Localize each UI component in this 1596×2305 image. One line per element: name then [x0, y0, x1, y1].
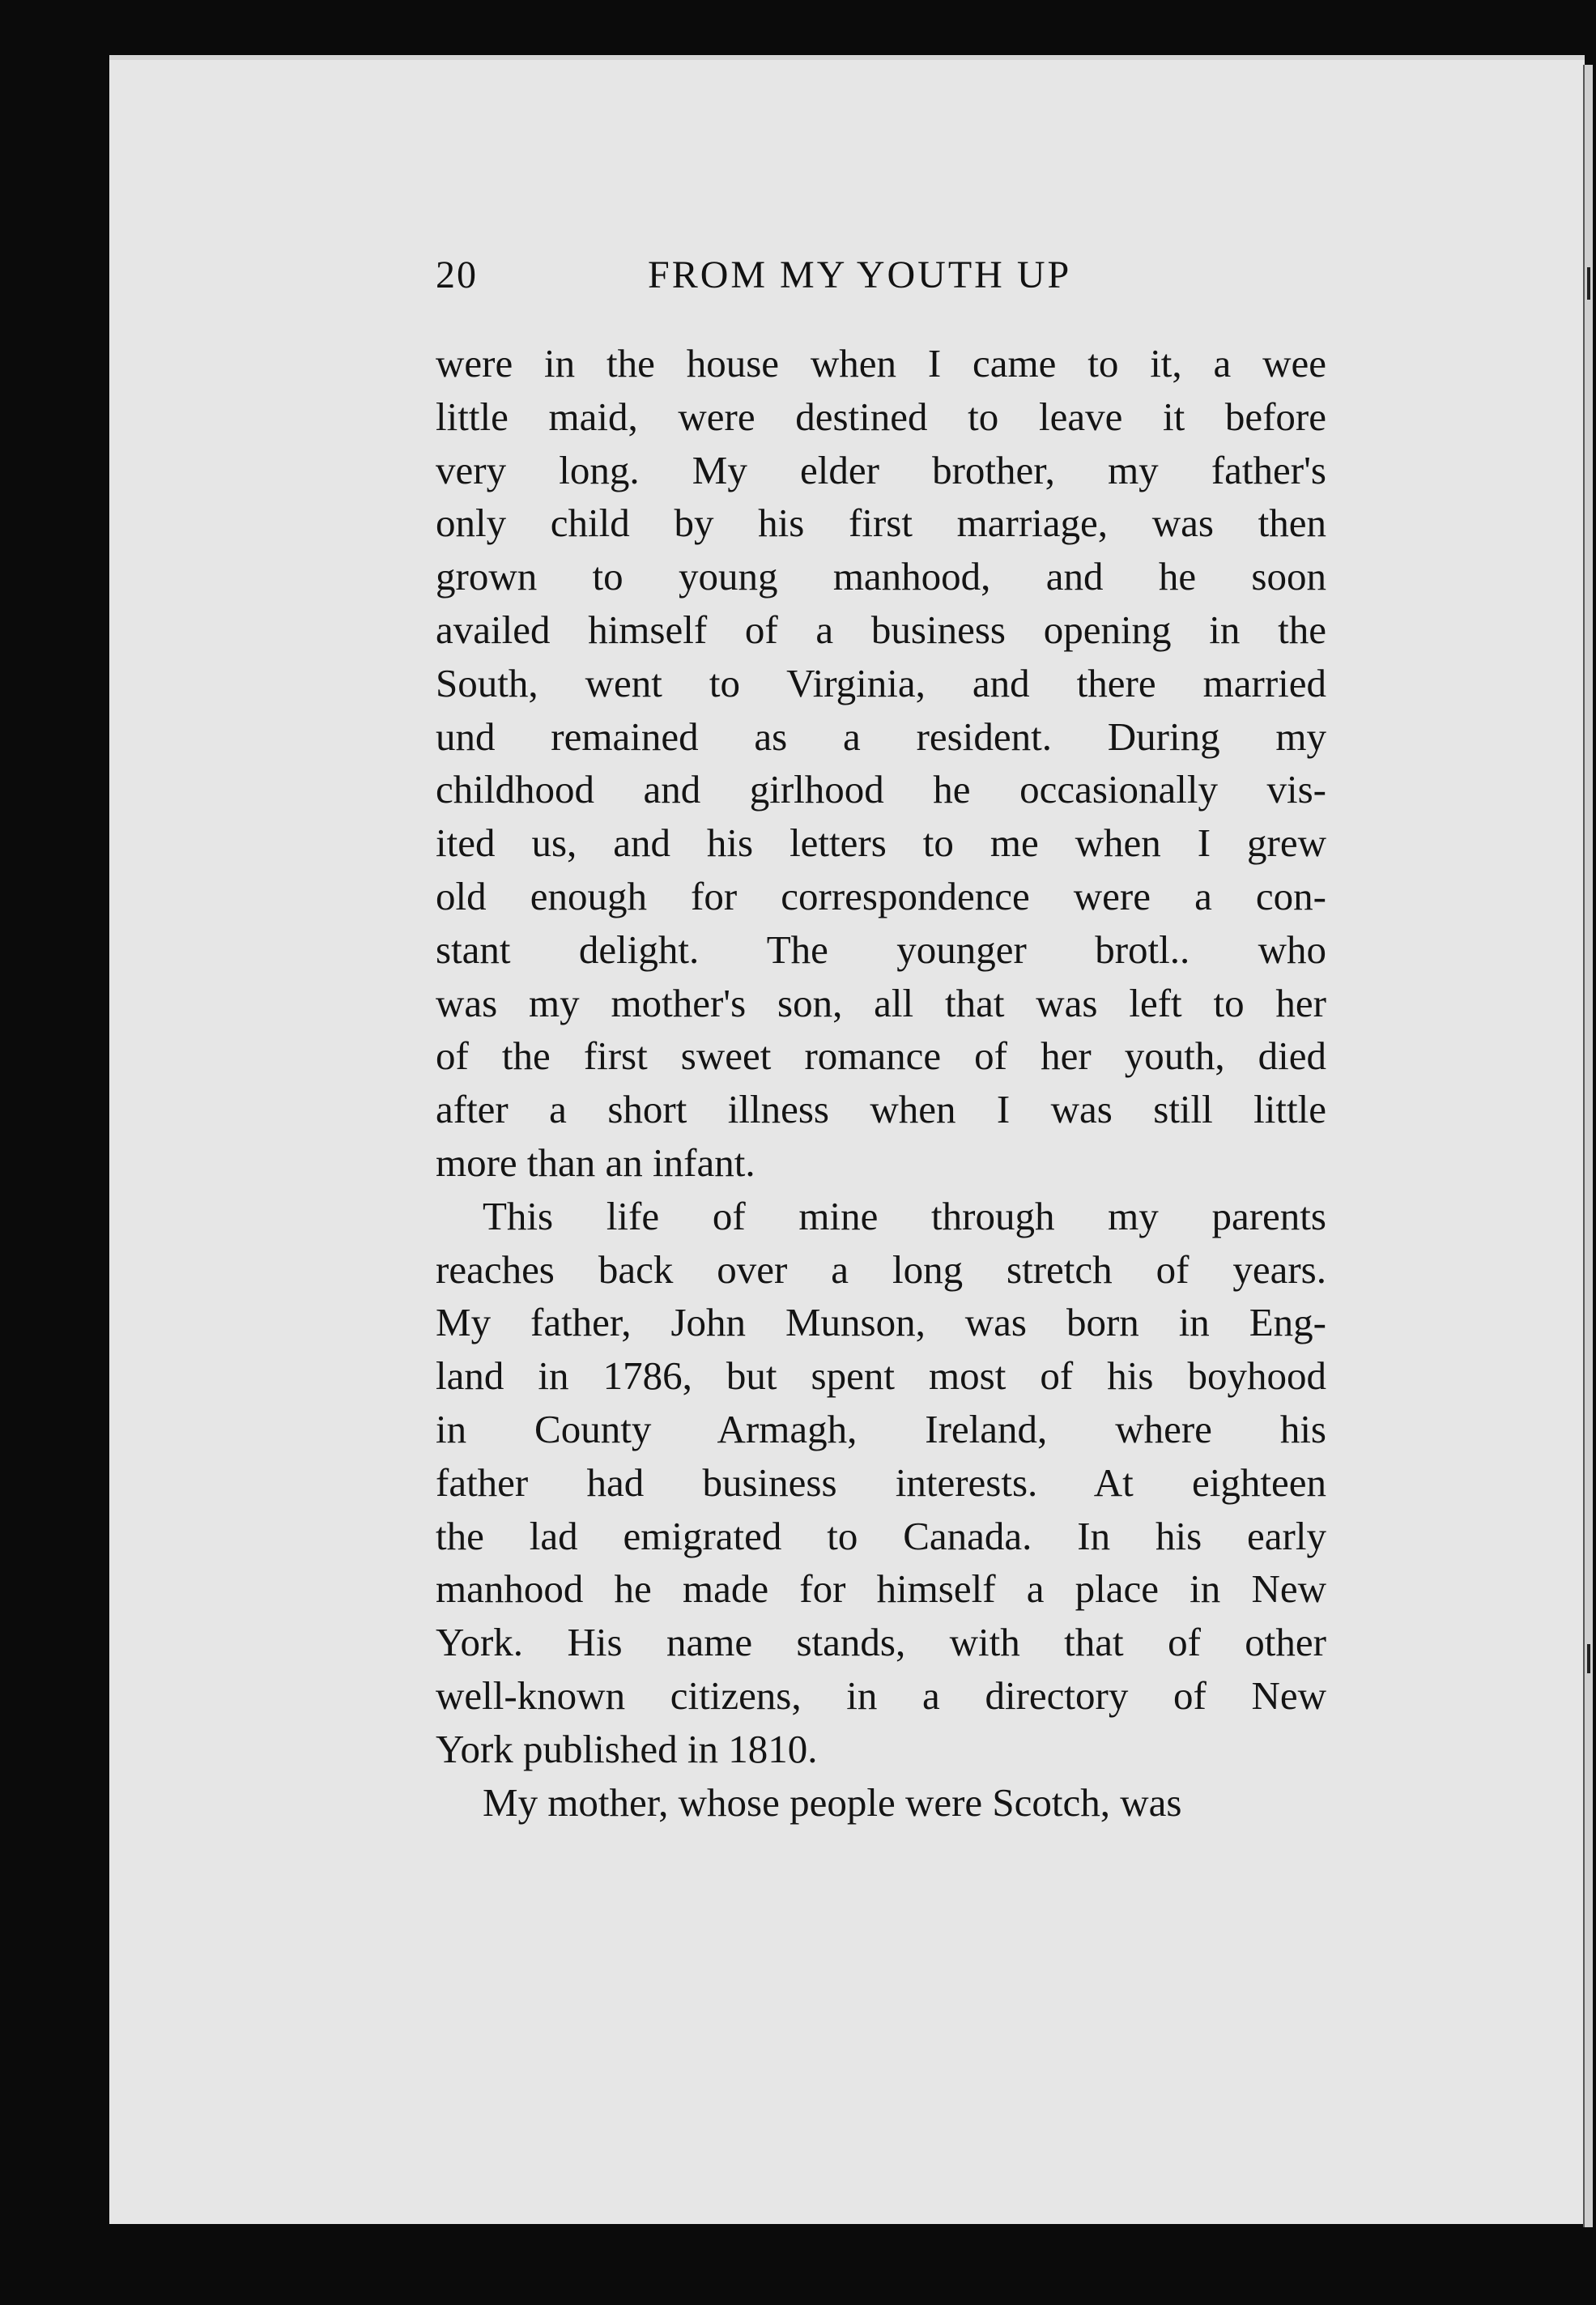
text-line: This life of mine through my parents [483, 1193, 1326, 1238]
text-line: ited us, and his letters to me when I grew [436, 820, 1326, 866]
text-line: York. His name stands, with that of other [436, 1620, 1326, 1665]
scan-artifact [1587, 267, 1590, 300]
page-edge [1583, 65, 1593, 2227]
text-line: very long. My elder brother, my father's [436, 447, 1326, 492]
text-line: only child by his first marriage, was then [436, 501, 1326, 546]
text-line: My father, John Munson, was born in Eng- [436, 1300, 1326, 1345]
text-line: little maid, were destined to leave it before [436, 394, 1326, 439]
text-line: well-known citizens, in a directory of New [436, 1672, 1326, 1718]
scan-artifact [1587, 1644, 1590, 1673]
text-line: after a short illness when I was still little [436, 1087, 1326, 1132]
text-line: in County Armagh, Ireland, where his [436, 1406, 1326, 1451]
text-line: childhood and girlhood he occasionally vis- [436, 767, 1326, 812]
body-text [436, 337, 1326, 1829]
paragraph [436, 1190, 1326, 1776]
text-line: My mother, whose people were Scotch, was [483, 1779, 1182, 1825]
text-line: reaches back over a long stretch of years. [436, 1246, 1326, 1292]
text-line: was my mother's son, all that was left to her [436, 980, 1326, 1025]
text-line: were in the house when I came to it, a wee [436, 341, 1326, 386]
text-line: more than an infant. [436, 1140, 755, 1185]
text-line: father had business interests. At eighteen [436, 1459, 1326, 1505]
text-line: York published in 1810. [436, 1726, 818, 1771]
text-line: old enough for correspondence were a con- [436, 873, 1326, 918]
paragraph [436, 337, 1326, 1190]
text-line: availed himself of a business opening in the [436, 607, 1326, 652]
text-line: the lad emigrated to Canada. In his early [436, 1513, 1326, 1558]
running-header [436, 253, 1326, 309]
text-line: grown to young manhood, and he soon [436, 554, 1326, 599]
text-line: land in 1786, but spent most of his boyhood [436, 1353, 1326, 1399]
running-title: FROM MY YOUTH UP [648, 254, 1072, 296]
text-line: und remained as a resident. During my [436, 714, 1326, 759]
text-line: stant delight. The younger brotl.. who [436, 927, 1326, 972]
text-line: of the first sweet romance of her youth, died [436, 1033, 1326, 1079]
text-line: manhood he made for himself a place in New [436, 1566, 1326, 1612]
paragraph [436, 1776, 1326, 1830]
page-number: 20 [436, 254, 478, 296]
text-line: South, went to Virginia, and there married [436, 660, 1326, 705]
